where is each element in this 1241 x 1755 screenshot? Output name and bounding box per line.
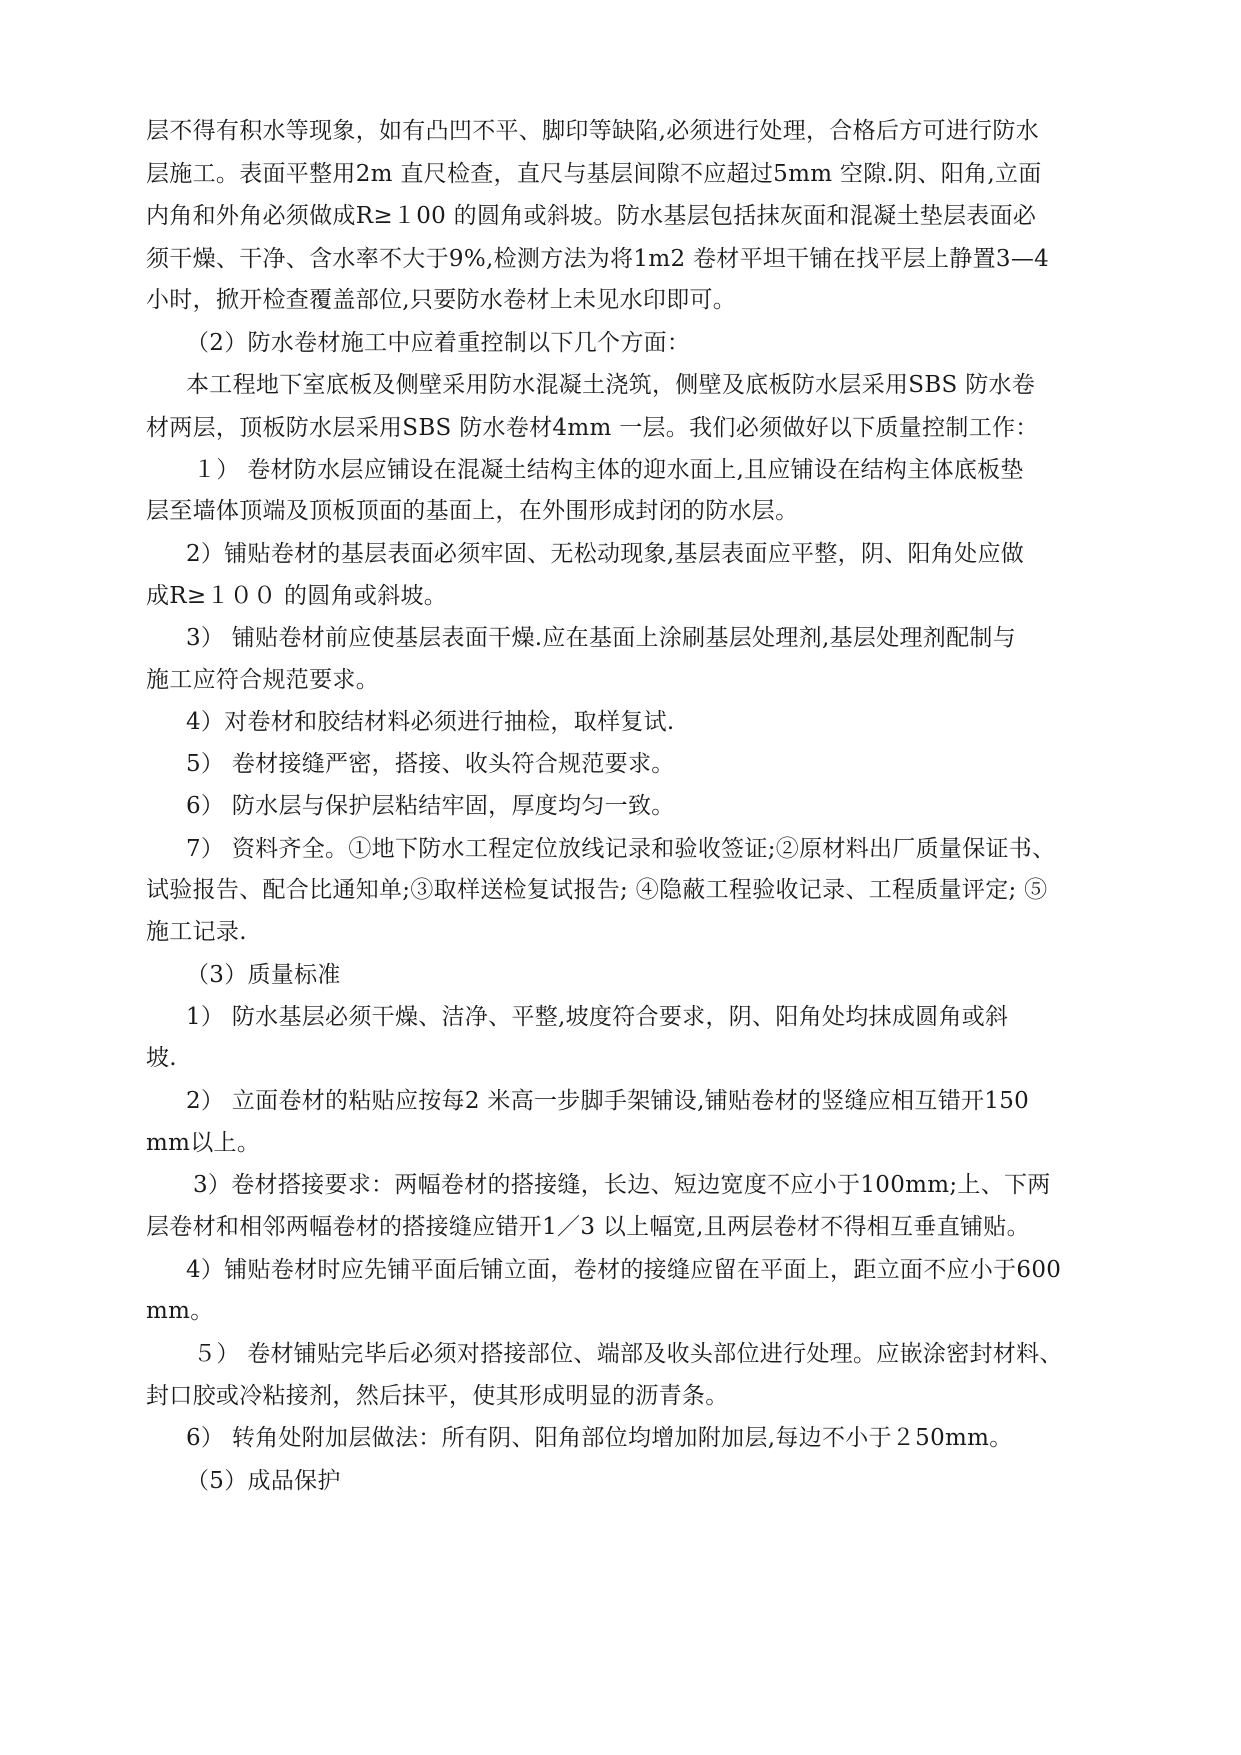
section-heading-5: （5）成品保护 [186, 1468, 341, 1494]
list-item-5: 5） 卷材接缝严密，搭接、收头符合规范要求。 [186, 751, 675, 777]
list-item-2: 2）铺贴卷材的基层表面必须牢固、无松动现象,基层表面应平整，阴、阳角处应做 [186, 541, 1025, 567]
paragraph-line: 层施工。表面平整用2m 直尺检查，直尺与基层间隙不应超过5mm 空隙.阴、阳角,立面 [146, 161, 1042, 187]
paragraph-line: 材两层，顶板防水层采用SBS 防水卷材4mm 一层。我们必须做好以下质量控制工作： [146, 415, 1039, 441]
paragraph-line: 坡. [146, 1045, 177, 1071]
list-item-5: ５） 卷材铺贴完毕后必须对搭接部位、端部及收头部位进行处理。应嵌涂密封材料、 [193, 1341, 1063, 1367]
list-item-1: １） 卷材防水层应铺设在混凝土结构主体的迎水面上,且应铺设在结构主体底板垫 [193, 457, 1024, 483]
paragraph-line: 小时，掀开检查覆盖部位,只要防水卷材上未见水印即可。 [146, 287, 737, 313]
section-heading-2: （2）防水卷材施工中应着重控制以下几个方面： [186, 330, 691, 356]
paragraph-line: 层不得有积水等现象，如有凸凹不平、脚印等缺陷,必须进行处理，合格后方可进行防水 [146, 118, 1040, 144]
section-heading-3: （3）质量标准 [186, 962, 341, 988]
paragraph-line: 层卷材和相邻两幅卷材的搭接缝应错开1／3 以上幅宽,且两层卷材不得相互垂直铺贴。 [146, 1214, 1030, 1240]
paragraph-line: 施工记录. [146, 919, 247, 945]
list-item-7: 7） 资料齐全。①地下防水工程定位放线记录和验收签证;②原材料出厂质量保证书、 [186, 836, 1056, 862]
paragraph-line: 本工程地下室底板及侧壁采用防水混凝土浇筑，侧壁及底板防水层采用SBS 防水卷 [186, 372, 1036, 398]
paragraph-line: 封口胶或冷粘接剂，然后抹平，使其形成明显的沥青条。 [146, 1383, 729, 1409]
paragraph-line: mm以上。 [146, 1130, 261, 1156]
paragraph-line: 内角和外角必须做成R≥１00 的圆角或斜坡。防水基层包括抹灰面和混凝土垫层表面必 [146, 203, 1037, 229]
list-item-3: 3） 铺贴卷材前应使基层表面干燥.应在基面上涂刷基层处理剂,基层处理剂配制与 [186, 625, 1016, 651]
list-item-1: 1） 防水基层必须干燥、洁净、平整,坡度符合要求，阴、阳角处均抹成圆角或斜 [186, 1004, 1009, 1030]
paragraph-line: 须干燥、干净、含水率不大于9%,检测方法为将1m2 卷材平坦干铺在找平层上静置3—4 [146, 246, 1050, 272]
list-item-6: 6） 转角处附加层做法：所有阴、阳角部位均增加附加层,每边不小于２50mm。 [186, 1425, 1013, 1451]
list-item-4: 4）铺贴卷材时应先铺平面后铺立面，卷材的接缝应留在平面上，距立面不应小于600 [186, 1257, 1062, 1283]
paragraph-line: mm。 [146, 1298, 214, 1324]
list-item-3: 3）卷材搭接要求：两幅卷材的搭接缝，长边、短边宽度不应小于100mm;上、下两 [193, 1172, 1051, 1198]
paragraph-line: 成R≥１００ 的圆角或斜坡。 [146, 583, 448, 609]
list-item-6: 6） 防水层与保护层粘结牢固，厚度均匀一致。 [186, 793, 675, 819]
list-item-4: 4）对卷材和胶结材料必须进行抽检，取样复试. [186, 709, 675, 735]
paragraph-line: 层至墙体顶端及顶板顶面的基面上，在外围形成封闭的防水层。 [146, 498, 799, 524]
list-item-2: 2） 立面卷材的粘贴应按每2 米高一步脚手架铺设,铺贴卷材的竖缝应相互错开150 [186, 1088, 1030, 1114]
paragraph-line: 施工应符合规范要求。 [146, 667, 379, 693]
paragraph-line: 试验报告、配合比通知单;③取样送检复试报告; ④隐蔽工程验收记录、工程质量评定; ⑤ [146, 877, 1048, 903]
